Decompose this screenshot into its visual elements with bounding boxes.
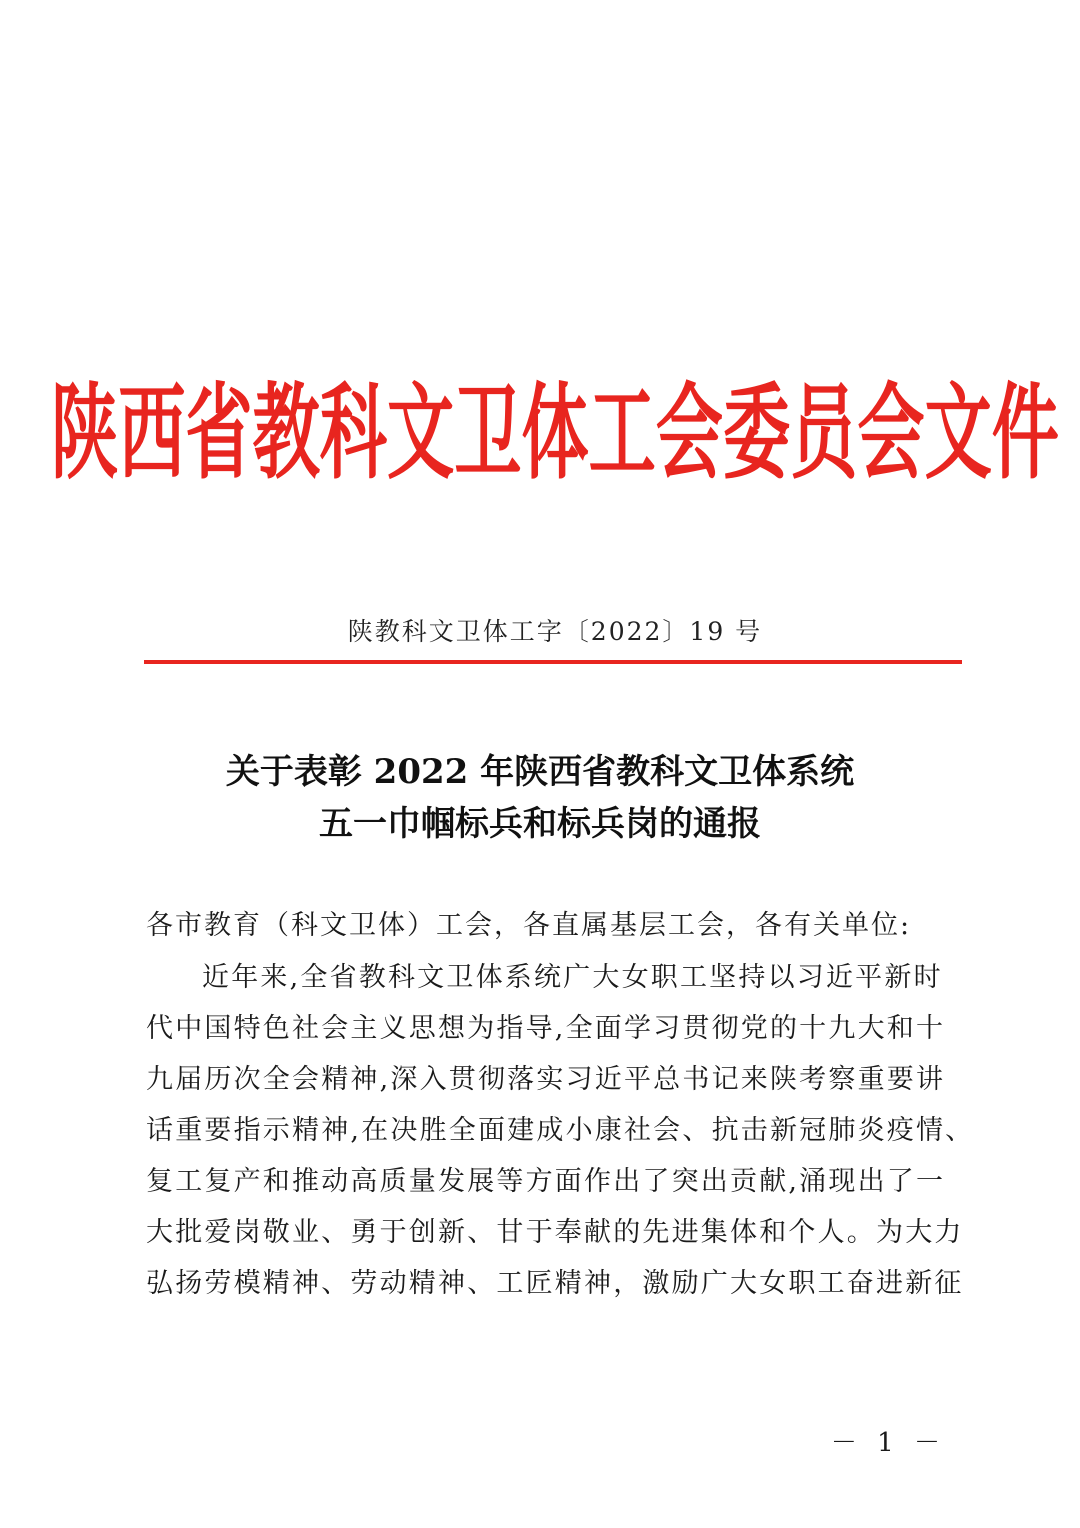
body-paragraph-line: 大批爱岗敬业、勇于创新、甘于奉献的先进集体和个人。为大力 — [146, 1217, 964, 1248]
salutation: 各市教育（科文卫体）工会，各直属基层工会，各有关单位: — [146, 910, 912, 941]
page-number: － 1 － — [830, 1428, 946, 1458]
body-paragraph-line: 代中国特色社会主义思想为指导,全面学习贯彻党的十九大和十 — [146, 1013, 946, 1044]
notice-title-line-1: 关于表彰 2022 年陕西省教科文卫体系统 — [225, 752, 855, 792]
red-divider-line — [144, 660, 962, 664]
document-number: 陕教科文卫体工字〔2022〕19 号 — [347, 617, 763, 646]
masthead-title: 陕西省教科文卫体工会委员会文件 — [51, 374, 1060, 495]
notice-title-line-2: 五一巾帼标兵和标兵岗的通报 — [319, 804, 761, 844]
body-paragraph-line: 话重要指示精神,在决胜全面建成小康社会、抗击新冠肺炎疫情、 — [146, 1115, 975, 1146]
body-paragraph-line: 九届历次全会精神,深入贯彻落实习近平总书记来陕考察重要讲 — [146, 1064, 946, 1095]
body-paragraph-line: 复工复产和推动高质量发展等方面作出了突出贡献,涌现出了一 — [146, 1166, 946, 1197]
masthead — [51, 355, 1060, 495]
body-paragraph-line: 弘扬劳模精神、劳动精神、工匠精神，激励广大女职工奋进新征 — [146, 1268, 964, 1299]
body-paragraph-line: 近年来,全省教科文卫体系统广大女职工坚持以习近平新时 — [202, 962, 943, 993]
